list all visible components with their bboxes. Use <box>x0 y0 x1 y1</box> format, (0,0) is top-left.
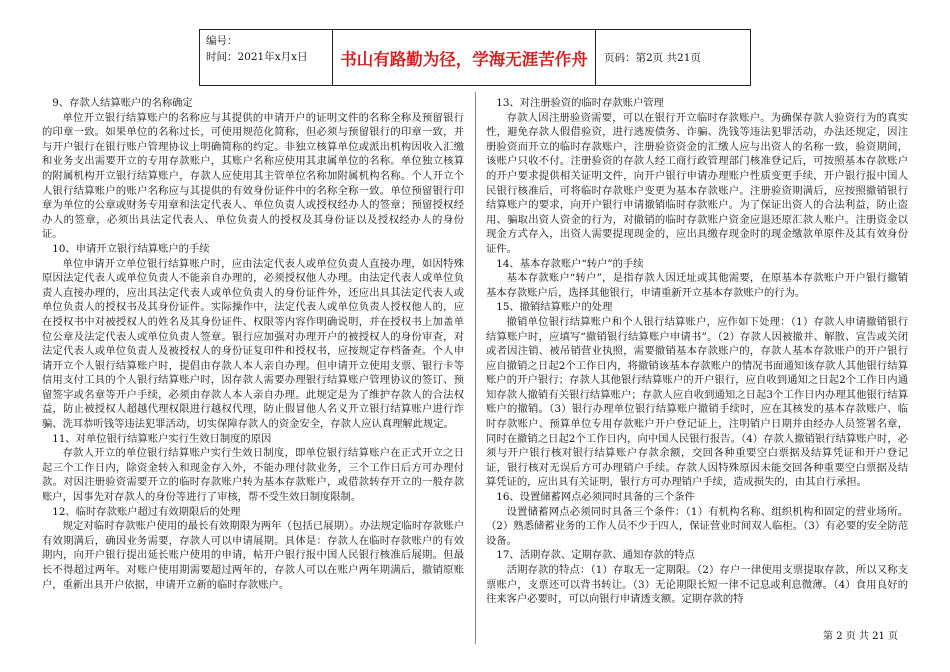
section-9-body: 单位开立银行结算账户的名称应与其提供的申请开户的证明文件的名称全称及预留银行的印章一致。如果单位的名称过长，可使用规范化简称，但必须与预留银行的印章一致，并与开户银行在银行账户管理协议上明确简称的约定。非独立核算单位或派出机构因收入汇缴和业务支出需要开立的专用存款账户，其账户名称应使用其隶属单位的名称。单位独立核算的附属机构开立银行结算账户，存款人应使用其主管单位名称加附属机构名称。个人开立个人银行结算账户的账户名称应与其提供的有效身份证件中的名称全称一致。单位预留银行印章为单位的公章或财务专用章和法定代表人、单位负责人或授权经办人的签章；预留授权经办人的签章，必须出具法定代表人、单位负责人的授权及其身份证以及授权经办人的身份证。 <box>42 111 464 241</box>
section-12-body: 规定对临时存款账户使用的最长有效期限为两年（包括已展期）。办法规定临时存款账户有效期满后，确因业务需要，存款人可以申请展期。具体是：存款人在临时存款账户的有效期内，向开户银行提出延长账户使用的申请，帖开户银行报中国人民银行核准后展期。但最长不得超过两年。对账户使用期需要超过两年的，存款人可以在账户两年期满后，撤销原账户，重新出具开户依据，申请开立新的临时存款账户。 <box>42 520 464 591</box>
section-title-12: 12、临时存款账户超过有效期限后的处理 <box>52 505 241 518</box>
header-motto: 书山有路勤为径，学海无涯苦作舟 <box>333 30 596 85</box>
section-title-10: 10、申请开立银行结算账户的手续 <box>52 242 210 255</box>
section-17-body: 活期存款的特点：（1）存取无一定期限。（2）存户一律使用支票提取存款，所以又称支票账户，支票还可以背书转让。（3）无论期限长短一律不记息或利息微薄。（4）食用良好的往来客户必要时，可以向银行申请透支额。定期存款的特 <box>486 564 908 606</box>
section-title-17: 17、活期存款、定期存款、通知存款的特点 <box>496 549 695 562</box>
time-label: 时间：2021年x月x日 <box>206 51 308 63</box>
column-divider <box>475 92 476 644</box>
section-title-11: 11、对单位银行结算账户实行生效日制度的原因 <box>52 432 272 445</box>
section-title-15: 15、撤销结算账户的处理 <box>496 301 613 314</box>
page-header <box>199 29 751 86</box>
section-16-body: 设置储蓄网点必须同时具备三个条件：（1）有机构名称、组织机构和固定的营业场所。（2）熟悉储蓄业务的工作人员不少于四人，保证营业时间双人临柜。（3）有必要的安全防范设备。 <box>486 505 908 547</box>
section-11-body: 存款人开立的单位银行结算账户实行生效日制度，即单位银行结算账户在正式开立之日起三个工作日内，除资金转入和现金存入外，不能办理付款业务，三个工作日后方可办理付款。对因注册验资需要开立的临时存款账户转为基本存款账户，或借款转存开立的一般存款账户，因事先对存款人的身份等进行了审核，帮不受生效日制度限制。 <box>42 447 464 504</box>
header-meta <box>200 30 333 85</box>
section-title-9: 9、存款人结算账户的名称确定 <box>52 97 193 109</box>
left-column <box>42 96 464 592</box>
page-footer: 第 2 页 共 21 页 <box>823 631 898 642</box>
section-title-13: 13、对注册验资的临时存款账户管理 <box>496 97 664 109</box>
header-page-info: 页码：第2页 共21页 <box>604 52 701 64</box>
section-13-body: 存款人因注册验资需要，可以在银行开立临时存款账户。为确保存款人验资行为的真实性，避免存款人假借验资，进行逃废债务、诈骗、洗钱等违法犯罪活动，办法还规定，因注册验资而开立的临时存款账户，注册验资资金的汇缴人应与出资人的名称一致，验资期间，该账户只收不付。注册验资的存款人经工商行政管理部门核准登记后，可按照基本存款账户的开户要求提供相关证明文件，向开户银行申请办理账户性质变更手续，开户银行报中国人民银行核准后，可将临时存款账户变更为基本存款账户。注册验资期满后，应按照撤销银行结算账户的要求，向开户银行申请撤销临时存款账户。为了保证出资人的合法利益，防止盗用、骗取出资人资金的行为，对撤销的临时存款账户资金应退还原汇款人账户。注册资金以现金方式存入，出资人需要提现现金的，应出具缴存现金时的现金缴款单原件及其有效身份证件。 <box>486 111 908 255</box>
section-10-body: 单位申请开立单位银行结算账户时，应由法定代表人或单位负责人直接办理，如因特殊原因法定代表人或单位负责人不能亲自办理的，必须授权他人办理。由法定代表人或单位负责人直接办理的，应出具法定代表人或单位负责人的身份证件外，还应出具其法定代表人或单位负责人的授权书及其身份证件。实际操作中，法定代表人或单位负责人授权他人的，应在授权书中对被授权人的姓名及其身份证件、权限等内容作明确说明，并在授权书上加盖单位公章及法定代表人或单位负责人签章。银行应加强对办理开户的被授权人的身份审查，对法定代表人或单位负责人及被授权人的身份证复印件和授权书，应按规定存档备查。个人申请开立个人银行结算账户时，提倡由存款人本人亲自办理。但申请开立使用支票、银行卡等信用支付工具的个人银行结算账户时，因存款人需要办理银行结算账户管理协议的签订、预留签字或名章等开户手续，必须由存款人本人亲自办理。此规定是为了维护存款人的合法权益，防止被授权人超越代理权限进行越权代理，防止假冒他人名义开立银行结算账户进行诈骗、洗耳恭听钱等违法犯罪活动，切实保障存款人的资金安全，存款人应认真理解此规定。 <box>42 257 464 431</box>
section-title-14: 14、基本存款账户“转户”的手续 <box>496 257 644 270</box>
number-label: 编号： <box>206 35 238 47</box>
section-15-body: 撤销单位银行结算账户和个人银行结算账户，应作如下处理：（1）存款人申请撤销银行结算账户时，应填写“撤销银行结算账户申请书”。（2）存款人因被撤并、解散、宣告或关闭或者因注销、被吊销营业执照，需要撤销基本存款账户的，存款人基本存款账户的开户银行应自撤销之日起2个工作日内，将撤销该基本存款账户的情况书面通知该存款人其他银行结算账户的开户银行；存款人其他银行结算账户的开户银行，应自收到通知之日起2个工作日内通知存款人撤销有关银行结算账户；存款人应自收到通知之日起3个工作日内办理其他银行结算账户的撤销。（3）银行办理单位银行结算账户撤销手续时，应在其核发的基本存款账户、临时存款账户、预算单位专用存款账户开户登记证上，注明销户日期并由经办人员签署名章，同时在撤销之日起2个工作日内，向中国人民银行报告。（4）存款人撤销银行结算账户时，必须与开户银行核对银行结算账户存款余额，交回各种重要空白票据及结算凭证和开户登记证，银行核对无误后方可办理销户手续。存款人因特殊原因未能交回各种重要空白票据及结算凭证的，应出具有关证明，银行方可办理销户手续，造成损失的，由其自行承担。 <box>486 315 908 489</box>
section-14-body: 基本存款账户“转户”，是指存款人因迁址或其他需要，在原基本存款账户开户银行撤销基本存款账户后，选择其他银行，申请重新开立基本存款账户的行为。 <box>486 272 908 299</box>
section-title-16: 16、设置储蓄网点必须同时具备的三个条件 <box>496 491 695 504</box>
right-column <box>486 96 908 607</box>
